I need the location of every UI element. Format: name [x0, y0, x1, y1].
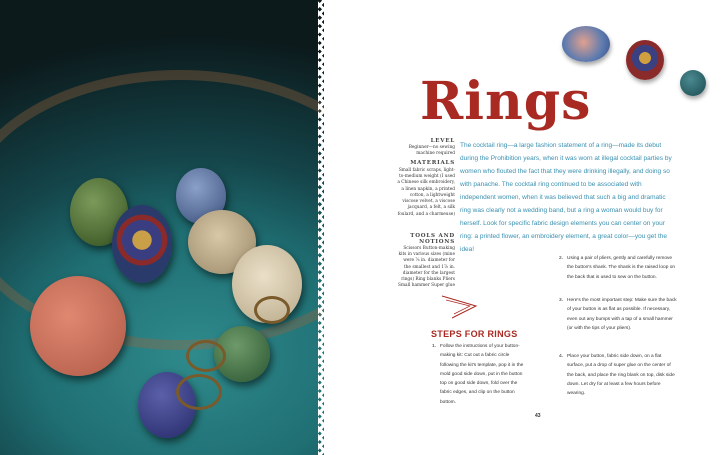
mini-ring-teal — [680, 70, 706, 96]
step-number: 4. — [559, 354, 564, 359]
tools-heading: TOOLS AND NOTIONS — [410, 233, 455, 245]
ring-band — [254, 296, 290, 324]
step-4 — [559, 352, 677, 398]
rings-photo — [0, 0, 324, 455]
tools-text: Scissors Button-making kits in various sizes (mine were ⅞ in. diameter for the smallest and 1⅞ in. diameter for the largest rings) Ring blanks Pliers Small hammer Super glue — [398, 246, 455, 289]
page-title: Rings — [420, 71, 592, 132]
mini-ring-embroidered — [626, 40, 664, 80]
ring-band — [176, 374, 222, 410]
step-3 — [559, 296, 677, 333]
level-heading: LEVEL — [430, 138, 455, 144]
step-number: 2. — [559, 256, 564, 261]
step-text: Here's the most important step: Make sure the back of your button is as flat as possible. If necessary, even out any bumps with a tap of a small hammer (or with the tips of your pliers). — [567, 298, 677, 331]
materials-heading: MATERIALS — [410, 160, 455, 166]
step-text: Using a pair of pliers, gently and carefully remove the button's shank. The shank is the raised loop on the back that is used to sew on the button. — [567, 256, 676, 280]
ring-band — [186, 340, 226, 372]
materials-text: Small fabric scraps, light-to-medium weight (I used a Chinese silk embroidery, a linen napkin, a printed cotton, a lightweight viscose velvet, a viscose jacquard, a felt, a silk foulard, and a charmeuse) — [397, 168, 455, 217]
zigzag-border — [318, 0, 330, 455]
step-number: 3. — [559, 298, 564, 303]
page-number: 43 — [535, 413, 541, 419]
steps-heading: STEPS FOR RINGS — [431, 329, 518, 339]
step-text: Place your button, fabric side down, on a flat surface, put a drop of super glue on the center of the back, and place the ring blank on top, disk side down. Let dry for at least a few hours before wearing. — [567, 354, 675, 397]
ring-embroidered — [112, 205, 172, 283]
step-number: 1. — [432, 344, 437, 349]
step-text: Follow the instructions of your button-making kit: Cut out a fabric circle following the kit's template, pop it in the mold good side down, put in the button top on good side down, fold over the fabric edges, and clip on the button bottom. — [440, 344, 524, 405]
step-1 — [432, 342, 528, 407]
ring-coral-print — [30, 276, 126, 376]
step-2 — [559, 254, 677, 282]
mini-ring-blue-floral — [562, 26, 610, 62]
arrow-decoration — [440, 292, 480, 322]
level-text: Beginner—no sewing machine required — [408, 145, 455, 157]
intro-paragraph: The cocktail ring—a large fashion statement of a ring—made its debut during the Prohibition years, when it was worn at illegal cocktail parties by women who flouted the fact that they were drinking illegally, and doing so with panache. The cocktail ring continued to be associated with independent women, when it was believed that such a big and dramatic ring was clearly not a wedding band, but a ring a woman would buy for herself. Look for specific fabric design elements you can center on your ring: a printed flower, an embroidery element, a great color—you get the idea! — [460, 142, 672, 253]
